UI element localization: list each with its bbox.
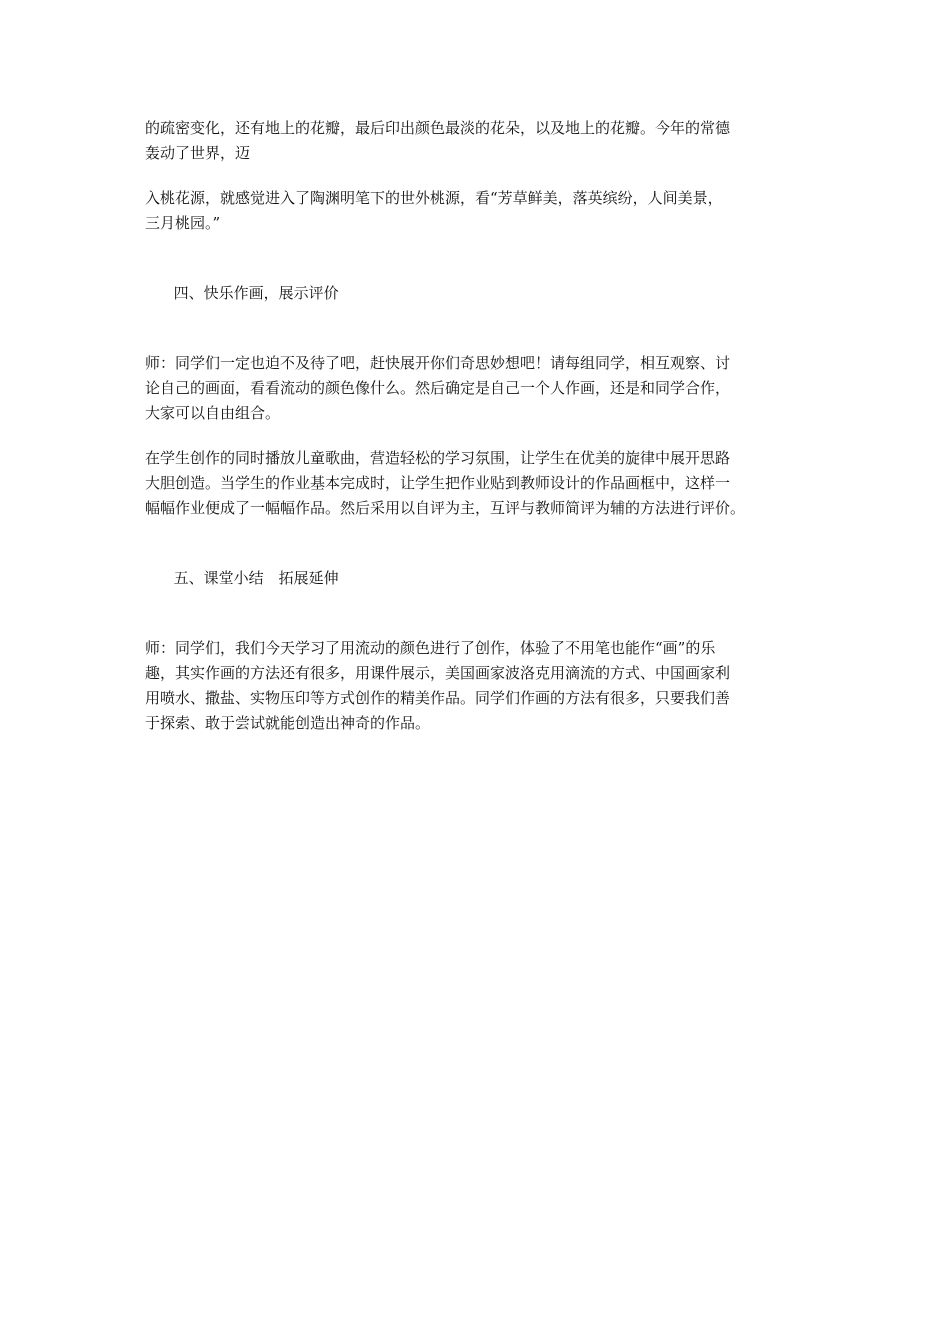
text-line: 师：同学们一定也迫不及待了吧，赶快展开你们奇思妙想吧！请每组同学，相互观察、讨: [145, 354, 731, 372]
document-body: [145, 116, 807, 756]
paragraph-4: [145, 446, 807, 521]
section-heading-5: [145, 541, 807, 616]
text-line: 在学生创作的同时播放儿童歌曲，营造轻松的学习氛围，让学生在优美的旋律中展开思路: [145, 449, 731, 467]
text-line: 三月桃园。”: [145, 214, 221, 232]
paragraph-2: [145, 186, 807, 236]
paragraph-3: [145, 351, 807, 426]
text-line: 的疏密变化，还有地上的花瓣，最后印出颜色最淡的花朵，以及地上的花瓣。今年的常德: [145, 119, 731, 137]
section-heading-4: [145, 256, 807, 331]
text-line: 用喷水、撒盐、实物压印等方式创作的精美作品。同学们作画的方法有很多，只要我们善: [145, 689, 731, 707]
paragraph-5: [145, 636, 807, 736]
text-line: 轰动了世界，迈: [145, 144, 251, 162]
heading-text: 四、快乐作画，展示评价: [173, 284, 339, 302]
text-line: 大家可以自由组合。: [145, 404, 281, 422]
text-line: 幅幅作业便成了一幅幅作品。然后采用以自评为主，互评与教师简评为辅的方法进行评价。: [145, 499, 746, 517]
heading-text: 五、课堂小结 拓展延伸: [173, 569, 339, 587]
text-line: 论自己的画面，看看流动的颜色像什么。然后确定是自己一个人作画，还是和同学合作，: [145, 379, 731, 397]
text-line: 师：同学们，我们今天学习了用流动的颜色进行了创作，体验了不用笔也能作“画”的乐: [145, 639, 716, 657]
text-line: 趣，其实作画的方法还有很多，用课件展示，美国画家波洛克用滴流的方式、中国画家利: [145, 664, 731, 682]
text-line: 入桃花源，就感觉进入了陶渊明笔下的世外桃源，看“芳草鲜美，落英缤纷，人间美景，: [145, 189, 723, 207]
paragraph-1: [145, 116, 807, 166]
text-line: 大胆创造。当学生的作业基本完成时，让学生把作业贴到教师设计的作品画框中，这样一: [145, 474, 731, 492]
text-line: 于探索、敢于尝试就能创造出神奇的作品。: [145, 714, 431, 732]
